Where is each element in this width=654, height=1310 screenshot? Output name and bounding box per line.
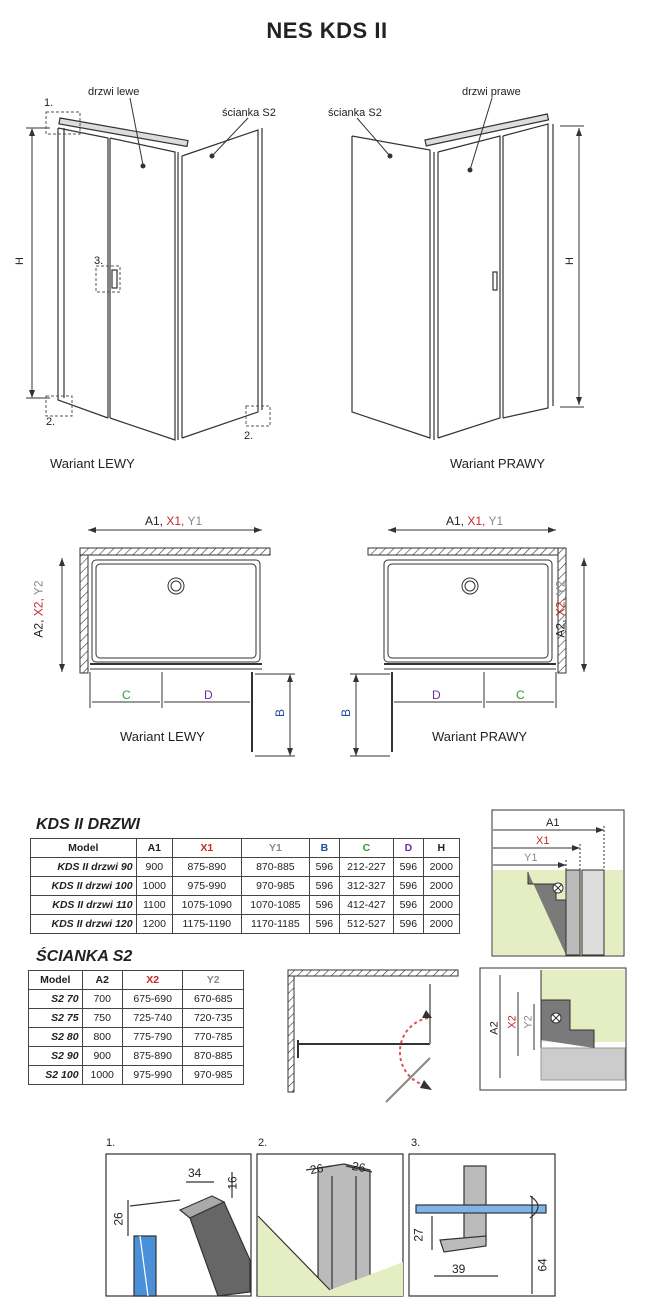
cell: 725-740 [122, 1009, 183, 1028]
cell-model: S2 100 [29, 1066, 83, 1085]
col-a1: A1 [136, 839, 172, 858]
cell: 1175-1190 [173, 915, 242, 934]
page-title: NES KDS II [266, 18, 388, 43]
cell: 775-790 [122, 1028, 183, 1047]
right-c-label: C [516, 688, 525, 702]
width-x1: X1, [166, 514, 188, 528]
cell-model: S2 70 [29, 990, 83, 1009]
left-d-label: D [204, 688, 213, 702]
col-x1: X1 [173, 839, 242, 858]
cell: 675-690 [122, 990, 183, 1009]
cell: 212-227 [339, 858, 394, 877]
detail-1-number: 1. [106, 1137, 116, 1149]
depth-x2: X2, [31, 595, 46, 617]
cell: 1000 [136, 877, 172, 896]
detail-3-height: 27 [411, 1228, 426, 1242]
detail-x2: X2 [506, 1015, 519, 1029]
width-a1: A1, [446, 514, 468, 528]
left-wall-label: ścianka S2 [222, 107, 276, 119]
col-c: C [339, 839, 394, 858]
detail-3-height2: 64 [535, 1258, 550, 1272]
col-a2: A2 [82, 971, 122, 990]
cell: 750 [82, 1009, 122, 1028]
detail-2-width2: 26 [350, 1158, 367, 1176]
depth-y2: Y2 [31, 580, 46, 596]
cell: 2000 [423, 858, 459, 877]
callout-2-right: 2. [244, 430, 254, 442]
cell: 312-327 [339, 877, 394, 896]
detail-a1: A1 [546, 817, 560, 829]
cell: 670-685 [183, 990, 244, 1009]
cell: 1170-1185 [241, 915, 310, 934]
col-model: Model [31, 839, 137, 858]
cell-model: S2 90 [29, 1047, 83, 1066]
detail-3-number: 3. [411, 1137, 421, 1149]
detail-y1: Y1 [524, 852, 538, 864]
right-d-label: D [432, 688, 441, 702]
left-variant-caption: Wariant LEWY [50, 456, 135, 471]
cell-model: S2 75 [29, 1009, 83, 1028]
cell: 596 [394, 858, 423, 877]
left-height-label: H [13, 257, 26, 265]
cell: 900 [82, 1047, 122, 1066]
cell-model: S2 80 [29, 1028, 83, 1047]
width-y1: Y1 [488, 514, 504, 528]
depth-y2: Y2 [553, 580, 568, 596]
detail-1-width: 34 [188, 1166, 202, 1180]
depth-x2: X2, [553, 595, 568, 617]
cell: 970-985 [183, 1066, 244, 1085]
width-x1: X1, [467, 514, 489, 528]
cell: 900 [136, 858, 172, 877]
cell: 1000 [82, 1066, 122, 1085]
width-y1: Y1 [187, 514, 203, 528]
col-h: H [423, 839, 459, 858]
cell: 975-990 [122, 1066, 183, 1085]
col-x2: X2 [122, 971, 183, 990]
cell-model: KDS II drzwi 110 [31, 896, 137, 915]
left-door-label: drzwi lewe [88, 86, 140, 98]
cell: 512-527 [339, 915, 394, 934]
cell: 970-985 [241, 877, 310, 896]
width-a1: A1, [145, 514, 167, 528]
cell-model: KDS II drzwi 100 [31, 877, 137, 896]
col-y1: Y1 [241, 839, 310, 858]
cell: 875-890 [122, 1047, 183, 1066]
cell: 412-427 [339, 896, 394, 915]
cell-model: KDS II drzwi 120 [31, 915, 137, 934]
col-y2: Y2 [183, 971, 244, 990]
right-door-label: drzwi prawe [462, 86, 521, 98]
detail-1-height: 16 [225, 1176, 240, 1190]
cell: 1075-1090 [173, 896, 242, 915]
col-b: B [310, 839, 339, 858]
cell: 870-885 [241, 858, 310, 877]
col-d: D [394, 839, 423, 858]
doors-table-title: KDS II DRZWI [36, 816, 140, 833]
wall-table-title: ŚCIANKA S2 [36, 948, 133, 965]
cell: 975-990 [173, 877, 242, 896]
cell: 770-785 [183, 1028, 244, 1047]
cell: 875-890 [173, 858, 242, 877]
detail-y2: Y2 [522, 1015, 535, 1029]
right-variant-caption: Wariant PRAWY [450, 456, 546, 471]
cell: 870-885 [183, 1047, 244, 1066]
cell: 596 [394, 896, 423, 915]
cell: 596 [310, 915, 339, 934]
cell: 700 [82, 990, 122, 1009]
detail-2-width1: 26 [308, 1160, 325, 1178]
detail-2-number: 2. [258, 1137, 268, 1149]
cell: 596 [394, 877, 423, 896]
detail-x1: X1 [536, 835, 550, 847]
cell: 720-735 [183, 1009, 244, 1028]
cell: 800 [82, 1028, 122, 1047]
callout-1: 1. [44, 97, 54, 109]
cell: 596 [310, 877, 339, 896]
callout-2-left: 2. [46, 416, 56, 428]
right-b-label: B [339, 708, 354, 718]
cell: 596 [310, 858, 339, 877]
cell: 2000 [423, 877, 459, 896]
cell: 1200 [136, 915, 172, 934]
callout-3: 3. [94, 255, 104, 267]
left-c-label: C [122, 688, 131, 702]
col-model: Model [29, 971, 83, 990]
detail-1-height2: 26 [111, 1212, 126, 1226]
left-plan-caption: Wariant LEWY [120, 729, 205, 744]
depth-a2: A2, [31, 616, 46, 638]
cell: 596 [394, 915, 423, 934]
right-wall-label: ścianka S2 [328, 107, 382, 119]
left-b-label: B [273, 708, 288, 718]
detail-3-width: 39 [452, 1262, 466, 1276]
cell: 1070-1085 [241, 896, 310, 915]
cell-model: KDS II drzwi 90 [31, 858, 137, 877]
detail-a2: A2 [488, 1021, 501, 1035]
cell: 596 [310, 896, 339, 915]
right-height-label: H [563, 257, 576, 265]
cell: 2000 [423, 896, 459, 915]
depth-a2: A2, [553, 616, 568, 638]
right-plan-caption: Wariant PRAWY [432, 729, 528, 744]
cell: 2000 [423, 915, 459, 934]
cell: 1100 [136, 896, 172, 915]
